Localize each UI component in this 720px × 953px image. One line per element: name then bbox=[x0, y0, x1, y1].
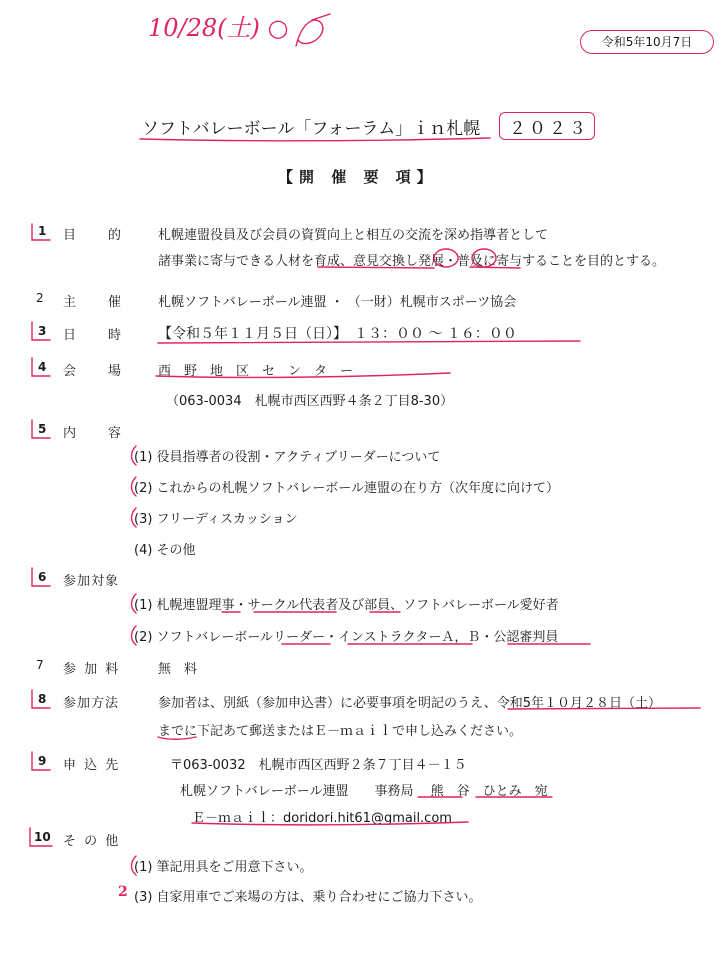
item-label: 目 的 bbox=[63, 228, 124, 243]
item-label: 内 容 bbox=[63, 426, 124, 441]
item-number: 10 bbox=[34, 830, 51, 844]
sub-item: (3) 自家用車でご来場の方は、乗り合わせにご協力下さい。 bbox=[134, 890, 482, 905]
item-number: 3 bbox=[38, 324, 47, 338]
handwritten-mark: 2 bbox=[118, 884, 128, 900]
sub-item: (2) ソフトバレーボールリーダー・インストラクターＡ，Ｂ・公認審判員 bbox=[134, 630, 559, 645]
item-text: 札幌連盟役員及び会員の資質向上と相互の交流を深め指導者として bbox=[158, 228, 549, 243]
item-text: 西 野 地 区 セ ン タ ー bbox=[158, 364, 354, 379]
item-number: 5 bbox=[38, 422, 47, 436]
sub-item: (1) 筆記用具をご用意下さい。 bbox=[134, 860, 313, 875]
item-number: 7 bbox=[36, 658, 44, 672]
item-text: 参加者は、別紙（参加申込書）に必要事項を明記のうえ、令和5年１０月２８日（土） bbox=[158, 696, 662, 711]
sub-item: (1) 札幌連盟理事・サークル代表者及び部員、ソフトバレーボール愛好者 bbox=[134, 598, 559, 613]
document-title: ソフトバレーボール「フォーラム」ｉｎ札幌 bbox=[142, 119, 481, 139]
item-label: 参加方法 bbox=[63, 696, 120, 711]
item-label: 会 場 bbox=[63, 364, 124, 379]
item-text: 札幌ソフトバレーボール連盟 事務局 熊 谷 ひとみ 宛 bbox=[180, 784, 548, 799]
item-label: そ の 他 bbox=[63, 834, 121, 849]
sub-item: (4) その他 bbox=[134, 543, 196, 558]
item-label: 参加対象 bbox=[63, 574, 120, 589]
document-subtitle: 【開 催 要 項】 bbox=[278, 168, 438, 186]
item-number: 9 bbox=[38, 754, 47, 768]
sub-item: (2) これからの札幌ソフトバレーボール連盟の在り方（次年度に向けて） bbox=[134, 481, 560, 496]
item-text: 無 料 bbox=[158, 662, 198, 677]
document-year: ２０２３ bbox=[509, 119, 589, 139]
item-number: 6 bbox=[38, 570, 47, 584]
item-text: 〒063-0032 札幌市西区西野２条７丁目４－１５ bbox=[170, 758, 467, 773]
item-number: 8 bbox=[38, 692, 47, 706]
item-label: 参 加 料 bbox=[63, 662, 121, 677]
email-address: Ｅ－ｍａｉｌ：doridori.hit61@gmail.com bbox=[192, 811, 452, 826]
item-label: 日 時 bbox=[63, 328, 124, 343]
item-text: 諸事業に寄与できる人材を育成、意見交換し発展・普及に寄与することを目的とする。 bbox=[158, 254, 666, 269]
item-number: 1 bbox=[38, 224, 47, 238]
item-label: 申 込 先 bbox=[63, 758, 121, 773]
item-text: 【令和５年１１月５日（日）】 １３：００ ～ １６：００ bbox=[158, 326, 517, 342]
sub-item: (3) フリーディスカッション bbox=[134, 512, 298, 527]
handwritten-note: 10/28(土) ○ bbox=[148, 14, 289, 42]
item-text: 札幌ソフトバレーボール連盟 ・ （一財）札幌市スポーツ協会 bbox=[158, 295, 517, 310]
sub-item: (1) 役員指導者の役割・アクティブリーダーについて bbox=[134, 450, 441, 465]
item-label: 主 催 bbox=[63, 295, 124, 310]
document-date: 令和5年10月7日 bbox=[580, 30, 714, 54]
item-text: （063-0034 札幌市西区西野４条２丁目8-30） bbox=[166, 394, 454, 409]
item-text: までに下記あて郵送またはＥ－ｍａｉｌで申し込みください。 bbox=[158, 724, 523, 739]
item-number: 2 bbox=[36, 291, 44, 305]
item-number: 4 bbox=[38, 360, 47, 374]
